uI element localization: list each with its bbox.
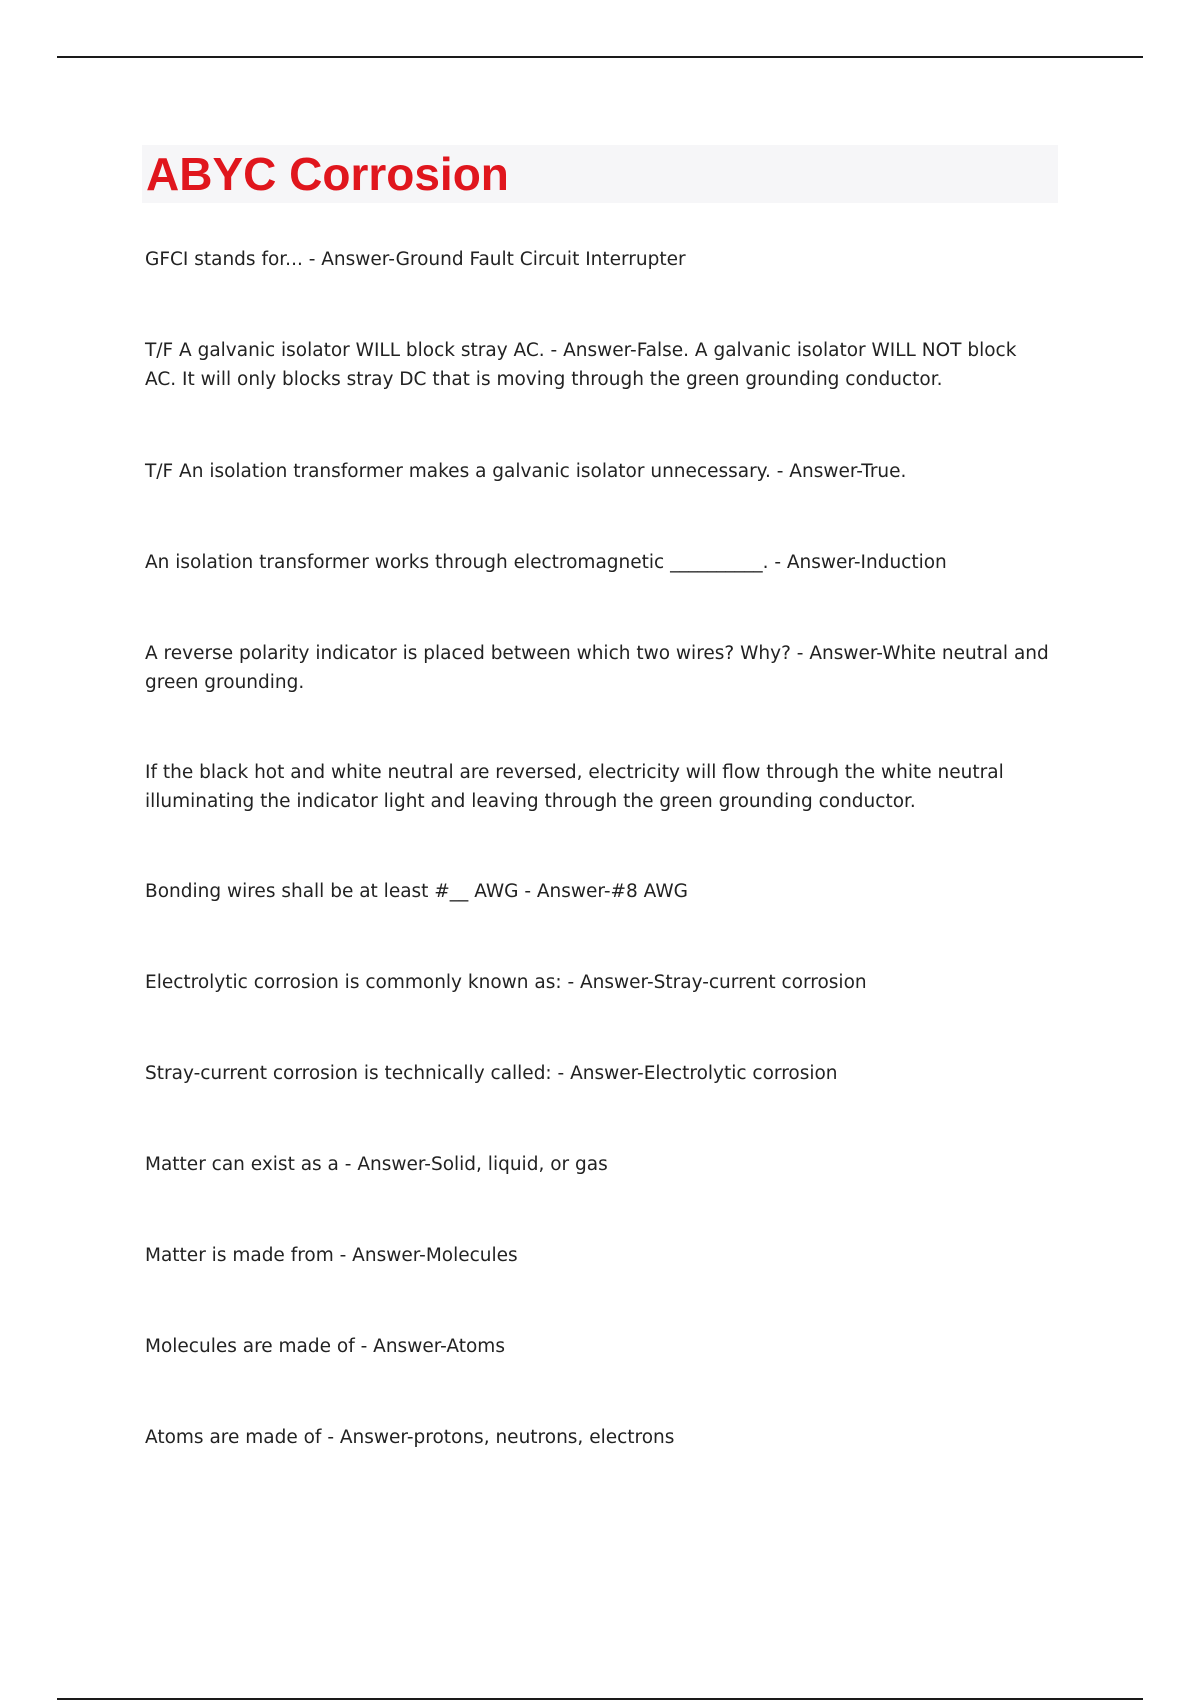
qa-entry-black-hot-white-neutral: If the black hot and white neutral are reversed, electricity will flow through the white neutral illuminating the indicator light and leaving through the green grounding conductor. bbox=[145, 762, 1004, 812]
qa-entry-galvanic-isolator: T/F A galvanic isolator WILL block stray AC. - Answer-False. A galvanic isolator WILL NOT block AC. It will only blocks stray DC that is moving through the green grounding conductor. bbox=[145, 340, 1017, 390]
qa-entry-stray-current-corrosion: Stray-current corrosion is technically called: - Answer-Electrolytic corrosion bbox=[145, 1063, 838, 1084]
qa-entry-matter-made-from: Matter is made from - Answer-Molecules bbox=[145, 1245, 518, 1266]
qa-entry-bonding-wires: Bonding wires shall be at least #__ AWG - Answer-#8 AWG bbox=[145, 881, 688, 902]
top-divider bbox=[57, 56, 1143, 58]
title-banner bbox=[142, 145, 1058, 203]
qa-entry-molecules: Molecules are made of - Answer-Atoms bbox=[145, 1336, 505, 1357]
qa-entry-matter-states: Matter can exist as a - Answer-Solid, liquid, or gas bbox=[145, 1154, 608, 1175]
qa-entry-atoms: Atoms are made of - Answer-protons, neutrons, electrons bbox=[145, 1427, 675, 1448]
qa-entry-reverse-polarity: A reverse polarity indicator is placed between which two wires? Why? - Answer-White neutral and green grounding. bbox=[145, 643, 1049, 693]
qa-entry-gfci: GFCI stands for... - Answer-Ground Fault Circuit Interrupter bbox=[145, 249, 686, 270]
qa-entry-electrolytic-corrosion: Electrolytic corrosion is commonly known as: - Answer-Stray-current corrosion bbox=[145, 972, 867, 993]
qa-entry-electromagnetic: An isolation transformer works through electromagnetic __________. - Answer-Induction bbox=[145, 552, 947, 573]
qa-entry-isolation-transformer: T/F An isolation transformer makes a galvanic isolator unnecessary. - Answer-True. bbox=[145, 461, 907, 482]
document-title: ABYC Corrosion bbox=[146, 148, 509, 200]
